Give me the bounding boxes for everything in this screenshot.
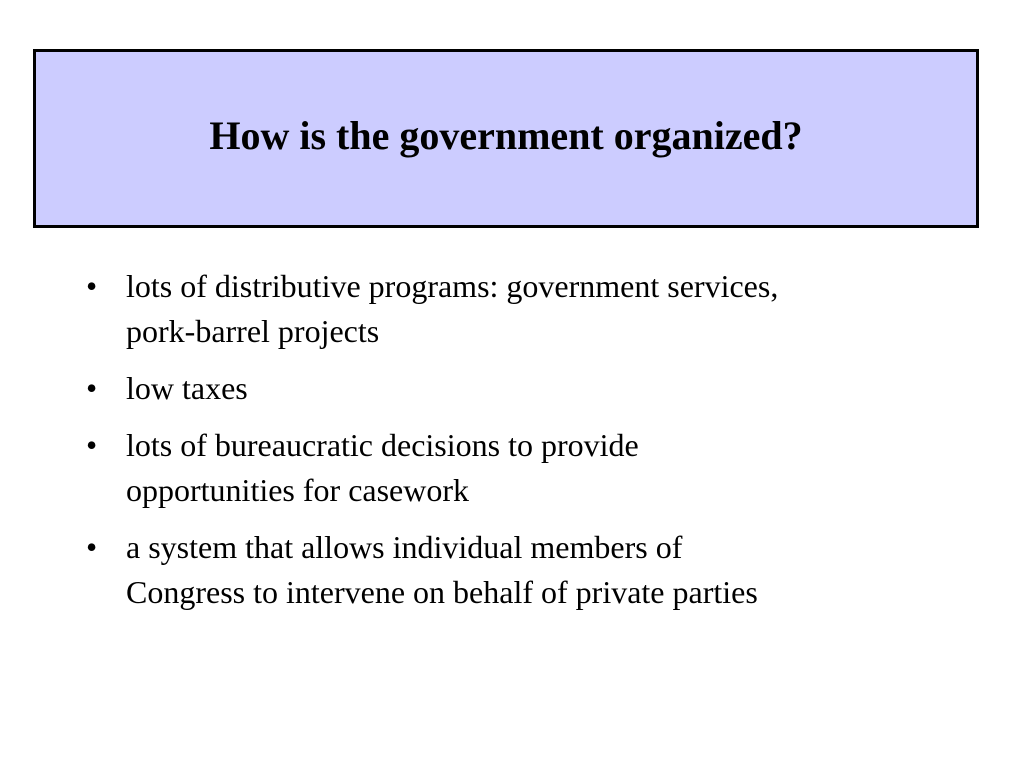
title-box [33,49,979,228]
bullet-text-line: Congress to intervene on behalf of private parties [126,574,758,610]
bullet-item-individual-members [86,525,986,615]
bullet-text-line: lots of distributive programs: government services, [126,268,779,304]
bullet-text-line: opportunities for casework [126,472,470,508]
bullet-text-line: lots of bureaucratic decisions to provide [126,427,639,463]
bullet-item-low-taxes [86,366,986,411]
slide-title: How is the government organized? [209,112,803,158]
bullet-dot-icon: • [86,427,98,463]
bullet-dot-icon: • [86,529,98,565]
bullet-text-line: pork-barrel projects [126,313,380,349]
bullet-item-distributive-programs [86,264,986,354]
bullet-dot-icon: • [86,268,98,304]
bullet-item-bureaucratic-decisions [86,423,986,513]
bullet-list [86,264,986,627]
bullet-text-line: low taxes [126,370,248,406]
bullet-dot-icon: • [86,370,98,406]
bullet-text-line: a system that allows individual members of [126,529,683,565]
